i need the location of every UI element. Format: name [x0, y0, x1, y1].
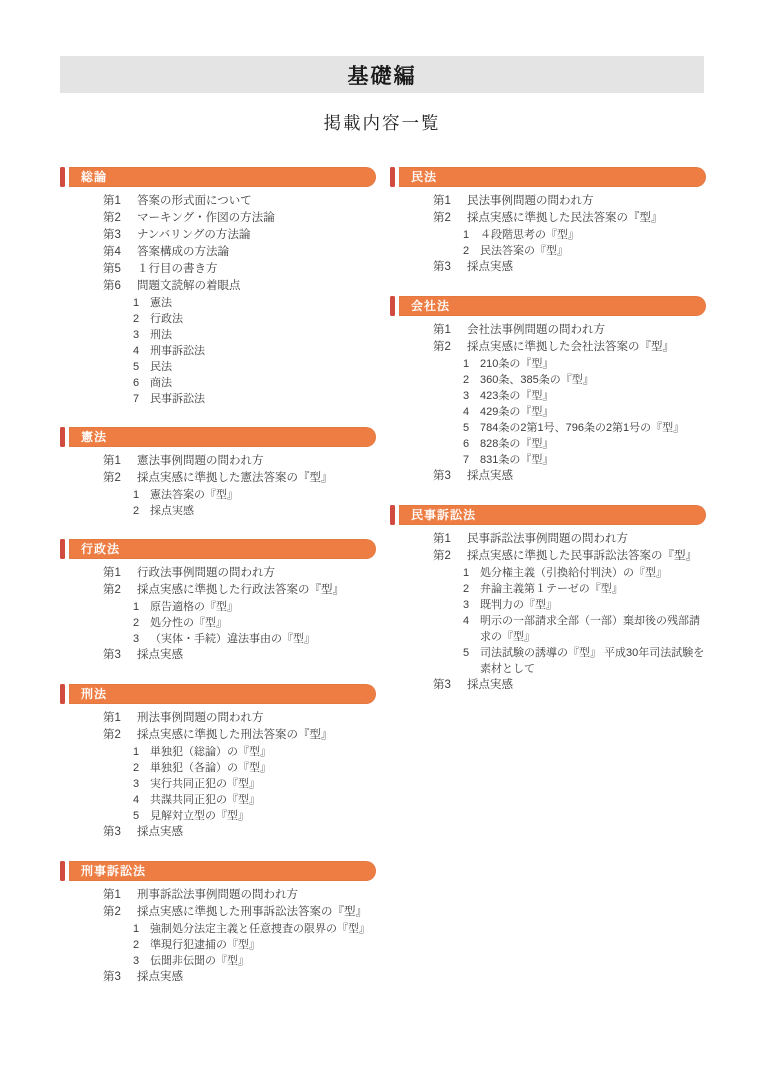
section-header: [60, 167, 376, 187]
toc-subitem: [133, 599, 376, 615]
toc-item-text: 採点実感: [137, 971, 183, 983]
toc-subitem-text: 明示の一部請求全部（一部）棄却後の残部請求の『型』: [480, 615, 700, 643]
toc-subitem: [463, 227, 706, 243]
section-title: 刑法: [69, 684, 376, 704]
toc-section: [390, 296, 706, 485]
toc-section: [390, 505, 706, 694]
toc-subitem-text: 憲法: [150, 297, 172, 309]
toc-subitem-number: 3: [133, 633, 140, 645]
toc-item-text: 採点実感: [467, 679, 513, 691]
toc-subitem-number: 3: [133, 955, 140, 967]
toc-subitem: [133, 343, 376, 359]
toc-item-text: 採点実感: [137, 649, 183, 661]
toc-subitem-text: 見解対立型の『型』: [150, 810, 249, 822]
toc-subitem-number: 4: [133, 794, 140, 806]
section-header: [60, 427, 376, 447]
toc-item: [433, 468, 706, 484]
toc-item-text: 採点実感: [137, 826, 183, 838]
toc-item-text: 行政法事例問題の問われ方: [137, 567, 275, 579]
toc-subitem-number: 5: [133, 361, 140, 373]
toc-subitem-text: 原告適格の『型』: [150, 601, 238, 613]
toc-column-left: [60, 167, 376, 1006]
toc-item-text: 採点実感に準拠した民事訴訟法答案の『型』: [467, 550, 697, 562]
toc-subitem-number: 6: [133, 377, 140, 389]
toc-item: [103, 193, 376, 209]
toc-item: [103, 647, 376, 663]
toc-subitem: [133, 744, 376, 760]
toc-item-text: 採点実感: [467, 261, 513, 273]
section-accent-bar: [60, 427, 65, 447]
toc-item: [103, 887, 376, 903]
toc-subitem-text: 司法試験の誘導の『型』 平成30年司法試験を素材として: [480, 647, 705, 675]
section-header: [60, 539, 376, 559]
toc-subitem-text: 429条の『型』: [480, 406, 554, 418]
toc-subitem: [133, 631, 376, 647]
toc-item: [433, 548, 706, 564]
section-accent-bar: [60, 539, 65, 559]
toc-subitem-number: 2: [463, 583, 470, 595]
toc-item-number: 第4: [103, 246, 121, 258]
toc-item-number: 第2: [103, 212, 121, 224]
toc-subitem-text: 処分性の『型』: [150, 617, 227, 629]
toc-item-number: 第1: [103, 567, 121, 579]
toc-subitem-number: 2: [133, 505, 140, 517]
chapter-band-title: 基礎編: [347, 64, 417, 88]
toc-item-text: 採点実感に準拠した民法答案の『型』: [467, 212, 663, 224]
toc-subitem-number: 1: [133, 489, 140, 501]
toc-subitem-text: 828条の『型』: [480, 438, 554, 450]
toc-subitem-text: 弁論主義第１テーゼの『型』: [480, 583, 623, 595]
toc-subitem-text: 民事訴訟法: [150, 393, 205, 405]
toc-subitem-number: 2: [463, 245, 470, 257]
toc-columns: [60, 167, 706, 1006]
toc-subitem: [463, 404, 706, 420]
section-title: 民事訴訟法: [399, 505, 706, 525]
toc-item: [103, 261, 376, 277]
toc-item-number: 第1: [103, 195, 121, 207]
toc-subitem: [463, 372, 706, 388]
toc-subitem: [463, 420, 706, 436]
toc-item: [433, 339, 706, 355]
section-title: 憲法: [69, 427, 376, 447]
toc-item-number: 第1: [103, 889, 121, 901]
toc-item-number: 第2: [103, 729, 121, 741]
chapter-band: [60, 56, 704, 93]
toc-subitem: [133, 953, 376, 969]
toc-item-text: 民法事例問題の問われ方: [467, 195, 594, 207]
toc-subitem-text: 強制処分法定主義と任意捜査の限界の『型』: [150, 923, 370, 935]
toc-item-number: 第2: [103, 906, 121, 918]
toc-item: [103, 565, 376, 581]
toc-subitem-text: 実行共同正犯の『型』: [150, 778, 260, 790]
toc-item-text: 憲法事例問題の問われ方: [137, 455, 264, 467]
section-title: 刑事訴訟法: [69, 861, 376, 881]
toc-subitem: [133, 503, 376, 519]
toc-item-text: 刑事訴訟法事例問題の問われ方: [137, 889, 298, 901]
toc-item-number: 第2: [433, 550, 451, 562]
toc-subitem-number: 7: [133, 393, 140, 405]
toc-item-number: 第5: [103, 263, 121, 275]
toc-item: [433, 259, 706, 275]
toc-item: [433, 193, 706, 209]
toc-item-text: 会社法事例問題の問われ方: [467, 324, 605, 336]
toc-column-right: [390, 167, 706, 714]
toc-subitem-number: 2: [463, 374, 470, 386]
toc-item-text: ナンバリングの方法論: [137, 229, 251, 241]
section-header: [60, 684, 376, 704]
toc-subitem-text: 行政法: [150, 313, 183, 325]
toc-subitem: [133, 921, 376, 937]
toc-subitem: [133, 295, 376, 311]
section-header: [390, 296, 706, 316]
toc-subitem-text: 単独犯（総論）の『型』: [150, 746, 271, 758]
toc-subitem-text: 民法答案の『型』: [480, 245, 568, 257]
toc-subitem-number: 1: [463, 567, 470, 579]
toc-item-number: 第1: [103, 455, 121, 467]
toc-item: [103, 278, 376, 294]
toc-subitem-text: 準現行犯逮捕の『型』: [150, 939, 260, 951]
toc-item-text: マーキング・作図の方法論: [137, 212, 275, 224]
section-accent-bar: [60, 167, 65, 187]
toc-subitem-number: 3: [463, 390, 470, 402]
toc-subitem-number: 1: [463, 358, 470, 370]
toc-subitem: [463, 597, 706, 613]
toc-item-number: 第2: [103, 584, 121, 596]
toc-item-text: 答案の形式面について: [137, 195, 252, 207]
toc-section: [60, 861, 376, 986]
toc-subitem-number: 3: [133, 778, 140, 790]
toc-subitem-text: 784条の2第1号、796条の2第1号の『型』: [480, 422, 685, 434]
toc-subitem: [463, 645, 706, 677]
toc-item-number: 第3: [103, 229, 121, 241]
toc-item: [103, 227, 376, 243]
toc-subitem: [463, 436, 706, 452]
toc-item: [103, 824, 376, 840]
toc-section: [60, 539, 376, 664]
toc-subitem: [133, 776, 376, 792]
toc-subitem-text: 憲法答案の『型』: [150, 489, 238, 501]
toc-item-number: 第3: [103, 649, 121, 661]
toc-item-number: 第3: [433, 261, 451, 273]
toc-subitem-number: 2: [133, 939, 140, 951]
toc-item: [103, 727, 376, 743]
toc-subitem: [133, 808, 376, 824]
section-accent-bar: [390, 296, 395, 316]
section-title: 行政法: [69, 539, 376, 559]
toc-item: [433, 677, 706, 693]
section-header: [390, 505, 706, 525]
toc-subitem-text: 商法: [150, 377, 172, 389]
toc-subitem-number: 2: [133, 762, 140, 774]
toc-item: [103, 470, 376, 486]
toc-subitem-text: ４段階思考の『型』: [480, 229, 579, 241]
toc-subitem-number: 5: [463, 647, 470, 659]
toc-subitem: [463, 452, 706, 468]
toc-section: [60, 167, 376, 407]
toc-subitem: [463, 243, 706, 259]
toc-item-number: 第3: [103, 971, 121, 983]
toc-section: [390, 167, 706, 276]
toc-subitem: [463, 581, 706, 597]
toc-section: [60, 427, 376, 519]
section-title: 総論: [69, 167, 376, 187]
toc-subitem-text: 民法: [150, 361, 172, 373]
toc-subitem: [133, 327, 376, 343]
toc-item: [103, 904, 376, 920]
toc-subitem-number: 1: [133, 746, 140, 758]
toc-subitem: [133, 391, 376, 407]
toc-subitem-text: 処分権主義（引換給付判決）の『型』: [480, 567, 667, 579]
toc-subitem-number: 4: [133, 345, 140, 357]
toc-item-text: 答案構成の方法論: [137, 246, 229, 258]
toc-item-number: 第3: [433, 679, 451, 691]
toc-subitem: [133, 487, 376, 503]
toc-subitem-number: 1: [133, 923, 140, 935]
toc-subitem-number: 6: [463, 438, 470, 450]
toc-subitem-text: （実体・手続）違法事由の『型』: [150, 633, 315, 645]
toc-subitem-text: 既判力の『型』: [480, 599, 557, 611]
toc-item: [103, 582, 376, 598]
toc-subitem-text: 伝聞非伝聞の『型』: [150, 955, 249, 967]
toc-item-text: 採点実感に準拠した会社法答案の『型』: [467, 341, 674, 353]
toc-item: [433, 531, 706, 547]
toc-subitem: [463, 388, 706, 404]
toc-subitem-text: 423条の『型』: [480, 390, 554, 402]
toc-subitem-number: 3: [463, 599, 470, 611]
toc-subitem-number: 7: [463, 454, 470, 466]
toc-subitem: [463, 356, 706, 372]
toc-subitem-text: 360条、385条の『型』: [480, 374, 594, 386]
section-accent-bar: [60, 861, 65, 881]
toc-item-text: 刑法事例問題の問われ方: [137, 712, 264, 724]
toc-item: [103, 210, 376, 226]
toc-item-text: 採点実感: [467, 470, 513, 482]
toc-subitem: [133, 375, 376, 391]
toc-subitem-text: 採点実感: [150, 505, 194, 517]
toc-item-text: 採点実感に準拠した行政法答案の『型』: [137, 584, 344, 596]
toc-item: [433, 210, 706, 226]
section-title: 民法: [399, 167, 706, 187]
section-header: [390, 167, 706, 187]
toc-subitem-number: 4: [463, 615, 470, 627]
toc-subitem-text: 831条の『型』: [480, 454, 554, 466]
toc-item: [103, 969, 376, 985]
toc-item-number: 第6: [103, 280, 121, 292]
toc-subitem: [133, 792, 376, 808]
toc-subitem: [133, 615, 376, 631]
toc-item-text: １行目の書き方: [137, 263, 218, 275]
section-title: 会社法: [399, 296, 706, 316]
toc-item-number: 第1: [433, 195, 451, 207]
toc-subitem: [463, 613, 706, 645]
section-accent-bar: [390, 167, 395, 187]
toc-item-text: 採点実感に準拠した刑事訴訟法答案の『型』: [137, 906, 367, 918]
toc-subitem: [133, 937, 376, 953]
toc-subitem-text: 刑法: [150, 329, 172, 341]
toc-subitem-number: 1: [133, 601, 140, 613]
toc-subitem-number: 4: [463, 406, 470, 418]
section-accent-bar: [60, 684, 65, 704]
toc-subitem-number: 1: [133, 297, 140, 309]
toc-item: [103, 710, 376, 726]
toc-item-number: 第3: [103, 826, 121, 838]
toc-item-number: 第1: [433, 324, 451, 336]
toc-item: [433, 322, 706, 338]
toc-subitem-text: 刑事訴訟法: [150, 345, 205, 357]
toc-item-number: 第1: [433, 533, 451, 545]
toc-item-text: 民事訴訟法事例問題の問われ方: [467, 533, 628, 545]
toc-item-number: 第3: [433, 470, 451, 482]
toc-subitem: [133, 311, 376, 327]
toc-item-number: 第2: [433, 341, 451, 353]
section-accent-bar: [390, 505, 395, 525]
toc-subitem-number: 2: [133, 313, 140, 325]
toc-subitem-text: 210条の『型』: [480, 358, 554, 370]
toc-item-number: 第2: [103, 472, 121, 484]
toc-subitem-text: 単独犯（各論）の『型』: [150, 762, 271, 774]
toc-subitem-number: 2: [133, 617, 140, 629]
toc-item: [103, 244, 376, 260]
toc-item: [103, 453, 376, 469]
toc-item-text: 問題文読解の着眼点: [137, 280, 241, 292]
toc-subitem-text: 共謀共同正犯の『型』: [150, 794, 260, 806]
toc-item-number: 第1: [103, 712, 121, 724]
toc-item-text: 採点実感に準拠した刑法答案の『型』: [137, 729, 333, 741]
section-header: [60, 861, 376, 881]
toc-subitem: [133, 760, 376, 776]
toc-section: [60, 684, 376, 841]
page-title: 掲載内容一覧: [323, 113, 441, 133]
toc-item-text: 採点実感に準拠した憲法答案の『型』: [137, 472, 333, 484]
toc-subitem-number: 5: [463, 422, 470, 434]
toc-item-number: 第2: [433, 212, 451, 224]
toc-subitem-number: 3: [133, 329, 140, 341]
toc-subitem-number: 5: [133, 810, 140, 822]
toc-subitem: [463, 565, 706, 581]
toc-subitem-number: 1: [463, 229, 470, 241]
toc-subitem: [133, 359, 376, 375]
